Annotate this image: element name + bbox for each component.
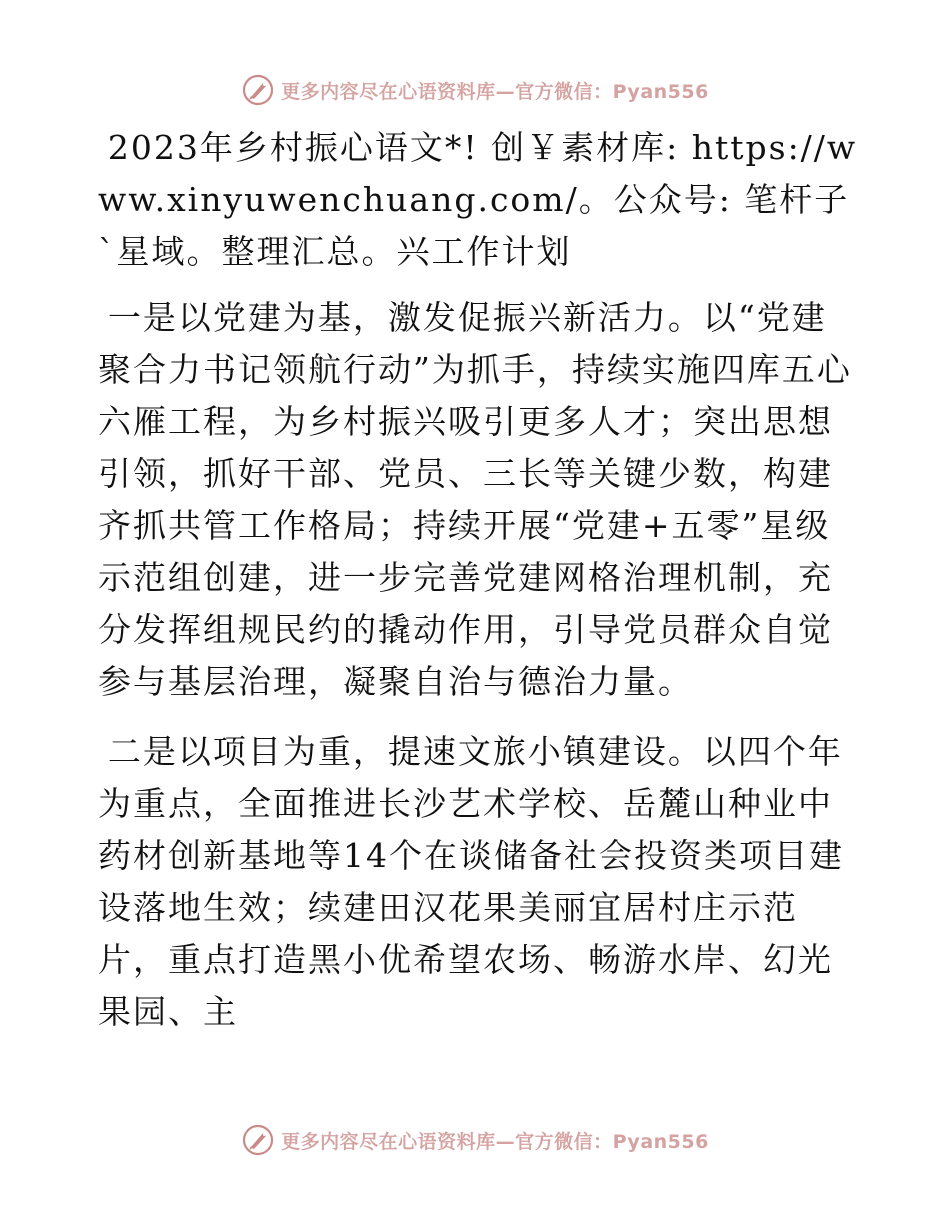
paragraph-1: 一是以党建为基，激发促振兴新活力。以“党建聚合力书记领航行动”为抓手，持续实施四库五心六雁工程，为乡村振兴吸引更多人才；突出思想引领，抓好干部、党员、三长等关键少数，构建齐抓共管工作格局；持续开展“党建+五零”星级示范组创建，进一步完善党建网格治理机制，充分发挥组规民约的撬动作用，引导党员群众自觉参与基层治理，凝聚自治与德治力量。 [98, 298, 852, 701]
document-title-line: 2023年乡村振心语文*! 创￥素材库: https://www.xinyuwenchuang.com/。公众号: 笔杆子`星域。整理汇总。兴工作计划 [98, 128, 858, 271]
document-body [98, 122, 858, 1056]
paragraph-2: 二是以项目为重，提速文旅小镇建设。以四个年为重点，全面推进长沙艺术学校、岳麓山种业中药材创新基地等14个在谈储备社会投资类项目建设落地生效；续建田汉花果美丽宜居村庄示范片，重点打造黑小优希望农场、畅游水岸、幻光果园、主 [98, 732, 844, 1031]
footer-watermark-banner [0, 1120, 950, 1160]
pen-nib-logo-icon [241, 1123, 275, 1157]
pen-nib-logo-icon [241, 73, 275, 107]
watermark-text: 更多内容尽在心语资料库—官方微信：Pyan556 [281, 80, 709, 103]
watermark-text: 更多内容尽在心语资料库—官方微信：Pyan556 [281, 1130, 709, 1153]
header-watermark-banner [0, 70, 950, 110]
